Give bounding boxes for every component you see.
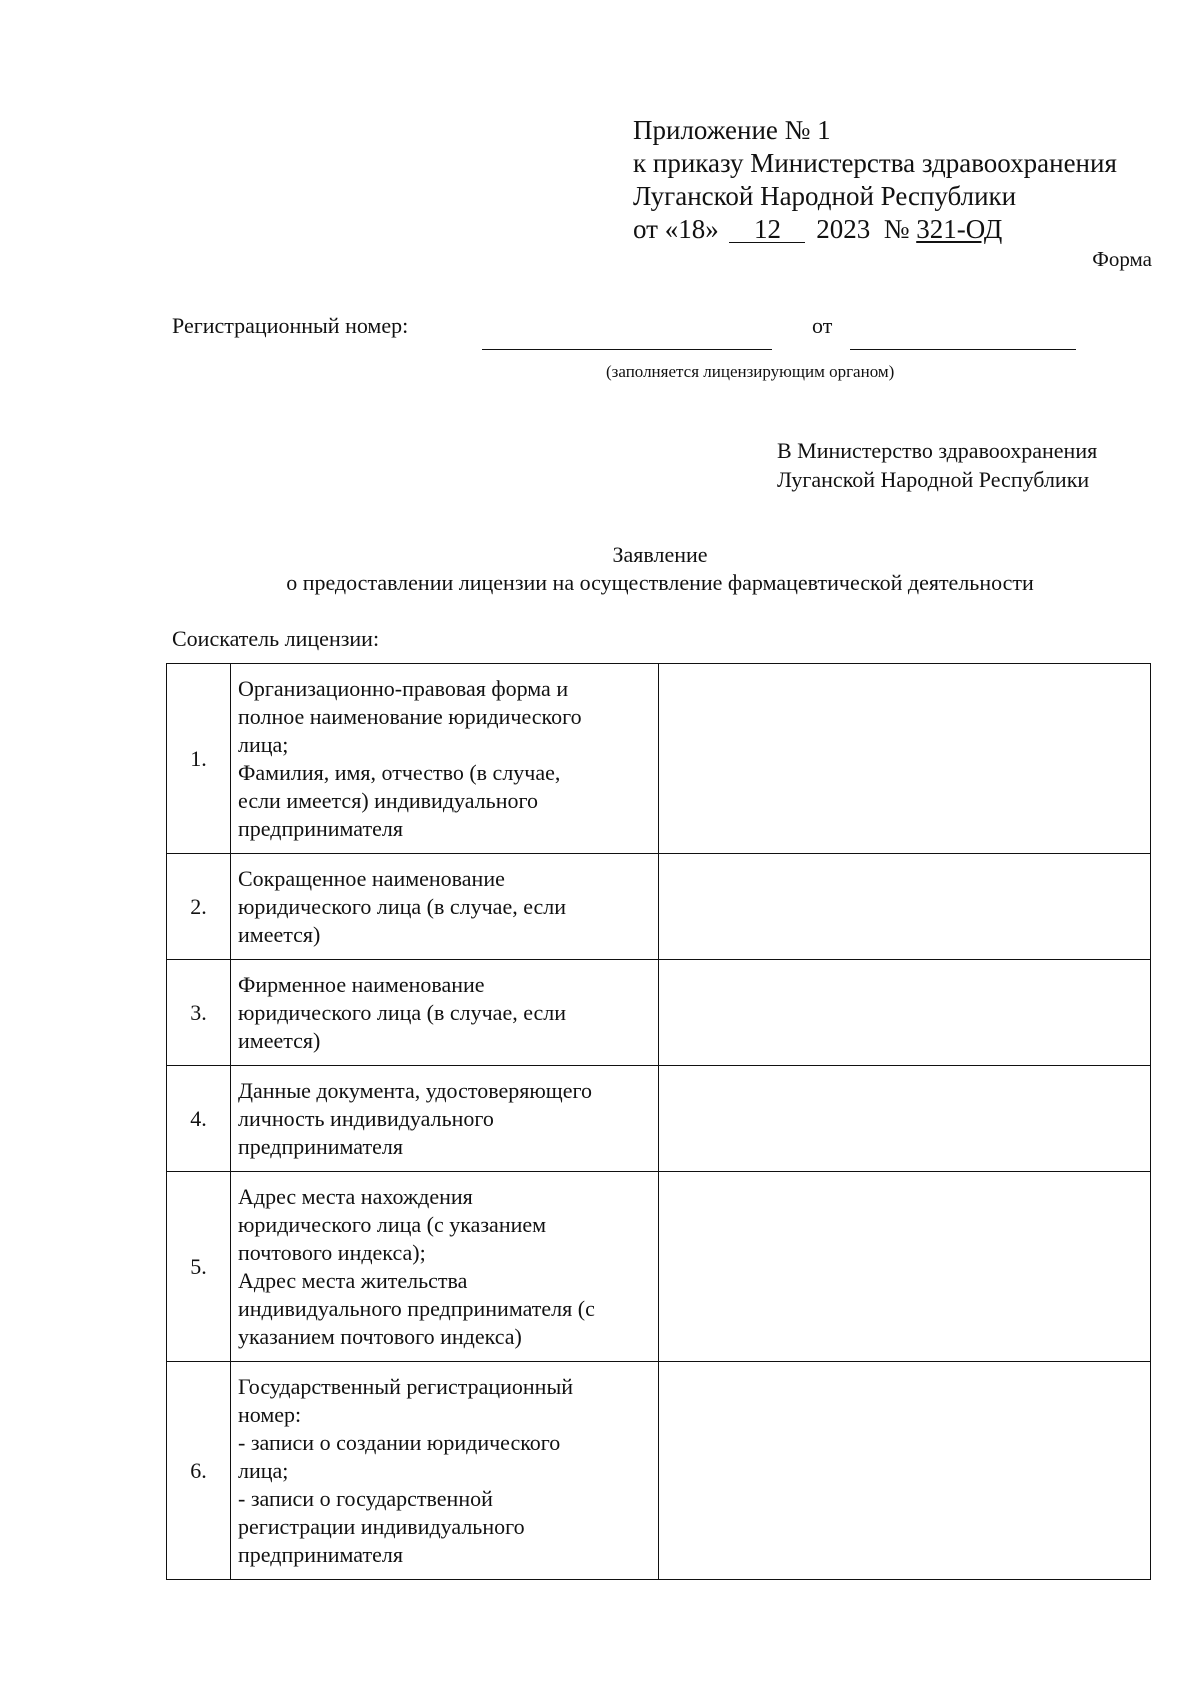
row-description: Государственный регистрационный номер: - записи о создании юридического лица; - записи о государственной регистрации индивидуального предпринимателя (231, 1362, 659, 1580)
row-description: Данные документа, удостоверяющего личность индивидуального предпринимателя (231, 1066, 659, 1172)
registration-date-field[interactable] (850, 349, 1076, 350)
annex-number-prefix: № (883, 214, 910, 244)
row-value-field[interactable] (659, 1362, 1151, 1580)
annex-header (633, 114, 1117, 246)
table-row (167, 854, 1151, 960)
annex-date-prefix: от «18» (633, 214, 719, 244)
row-description: Организационно-правовая форма и полное наименование юридического лица; Фамилия, имя, отчество (в случае, если имеется) индивидуального предпринимателя (231, 664, 659, 854)
annex-date-month: 12 (729, 216, 805, 243)
row-value-field[interactable] (659, 664, 1151, 854)
row-description: Фирменное наименование юридического лица (в случае, если имеется) (231, 960, 659, 1066)
title-line-2: о предоставлении лицензии на осуществление фармацевтической деятельности (286, 570, 1034, 595)
row-number: 5. (167, 1172, 231, 1362)
table-row (167, 1172, 1151, 1362)
annex-number: 321-ОД (916, 214, 1003, 244)
row-value-field[interactable] (659, 1066, 1151, 1172)
row-description: Адрес места нахождения юридического лица (с указанием почтового индекса); Адрес места жительства индивидуального предпринимателя (с указанием почтового индекса) (231, 1172, 659, 1362)
row-number: 1. (167, 664, 231, 854)
addressee-line-2: Луганской Народной Республики (777, 467, 1090, 492)
annex-line-2: к приказу Министерства здравоохранения (633, 148, 1117, 178)
registration-from-label: от (812, 313, 833, 338)
applicant-label: Соискатель лицензии: (172, 626, 380, 651)
row-number: 2. (167, 854, 231, 960)
annex-date-year: 2023 (816, 214, 871, 244)
row-number: 4. (167, 1066, 231, 1172)
addressee-line-1: В Министерство здравоохранения (777, 438, 1098, 463)
row-number: 3. (167, 960, 231, 1066)
annex-line-1: Приложение № 1 (633, 115, 831, 145)
form-label: Форма (1092, 247, 1152, 271)
table-row (167, 1362, 1151, 1580)
row-description: Сокращенное наименование юридического лица (в случае, если имеется) (231, 854, 659, 960)
registration-label: Регистрационный номер: (172, 313, 409, 338)
applicant-table (166, 663, 1151, 1580)
document-title (0, 541, 1200, 597)
row-number: 6. (167, 1362, 231, 1580)
title-line-1: Заявление (612, 542, 708, 567)
annex-date-line (633, 213, 1117, 246)
annex-line-3: Луганской Народной Республики (633, 181, 1017, 211)
table-row (167, 1066, 1151, 1172)
addressee (777, 436, 1097, 494)
table-row (167, 960, 1151, 1066)
row-value-field[interactable] (659, 1172, 1151, 1362)
table-row (167, 664, 1151, 854)
registration-note: (заполняется лицензирующим органом) (606, 362, 895, 381)
row-value-field[interactable] (659, 960, 1151, 1066)
row-value-field[interactable] (659, 854, 1151, 960)
registration-number-field[interactable] (482, 349, 772, 350)
